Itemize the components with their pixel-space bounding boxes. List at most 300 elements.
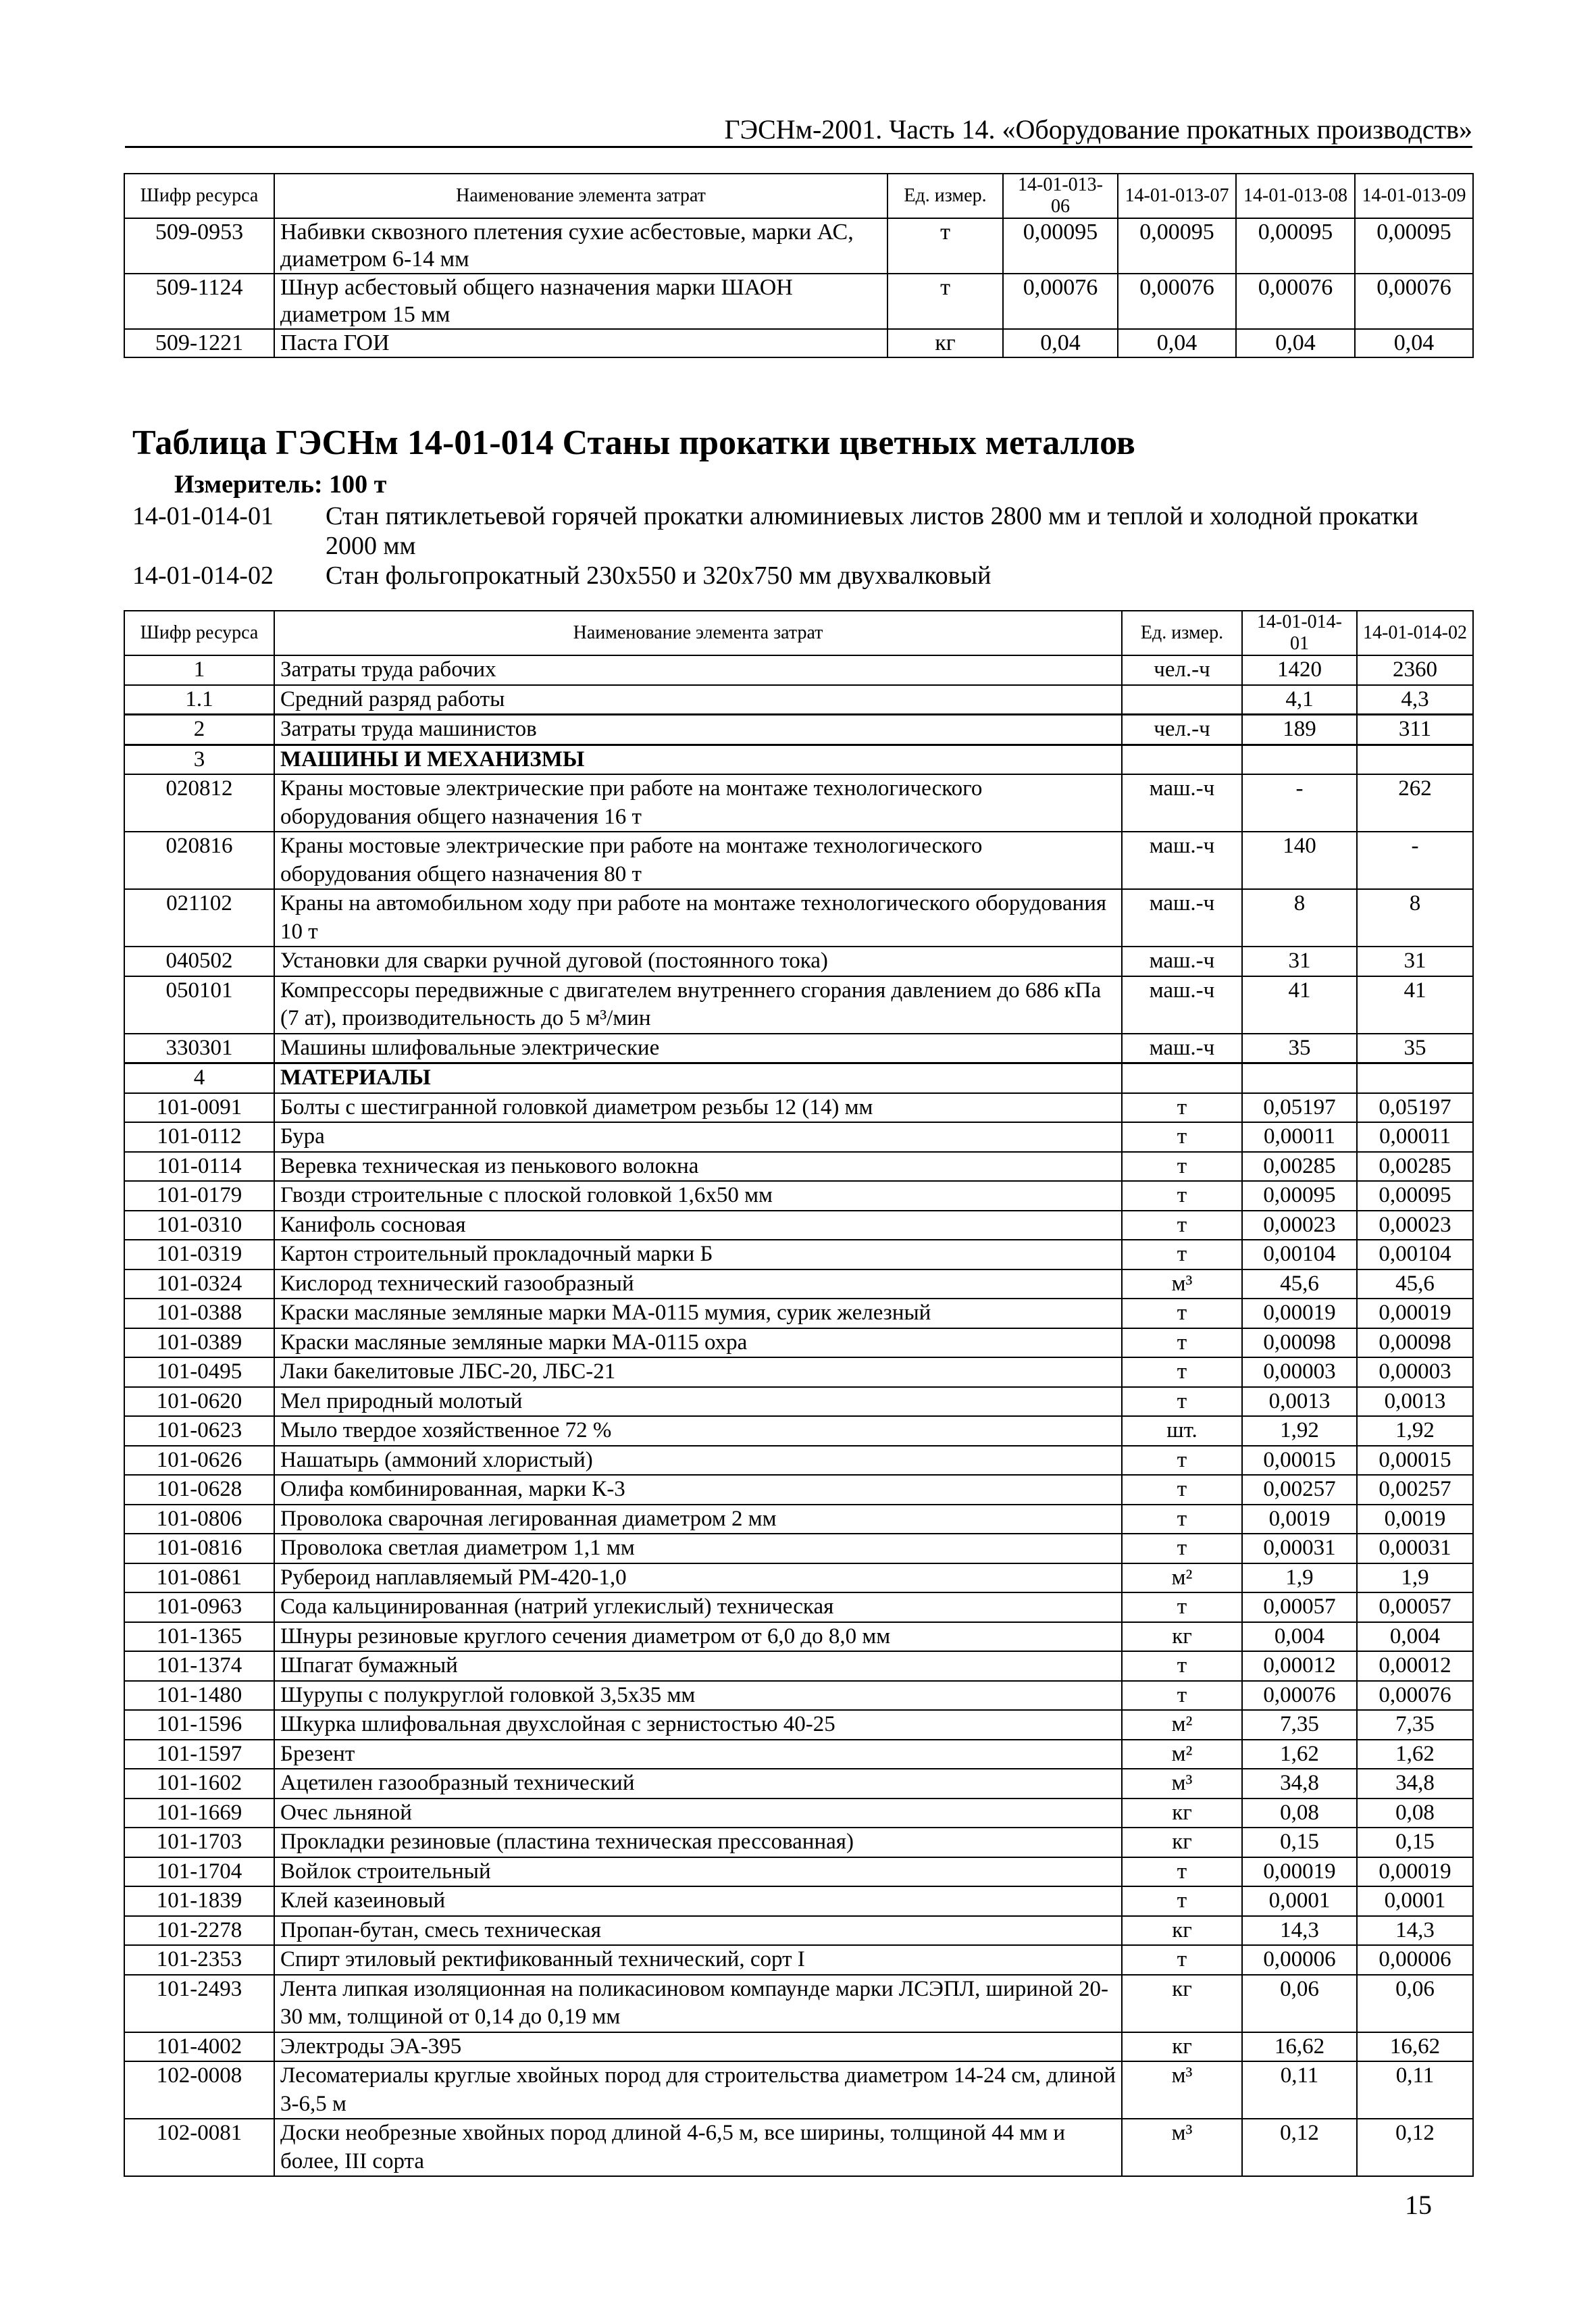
resource-code: 3	[124, 745, 274, 774]
cost-element-name: Гвозди строительные с плоской головкой 1,6х50 мм	[274, 1181, 1122, 1211]
value-cell: 0,0019	[1242, 1505, 1357, 1534]
value-cell: 0,004	[1357, 1622, 1473, 1652]
unit-cell: т	[1122, 1152, 1242, 1182]
variant-text: Стан пятиклетьевой горячей прокатки алюминиевых листов 2800 мм и теплой и холодной прокатки 2000 мм	[326, 502, 1418, 560]
table-row	[124, 1211, 1473, 1240]
value-cell: 0,00104	[1242, 1240, 1357, 1269]
table-row	[124, 1034, 1473, 1063]
value-cell: 45,6	[1242, 1269, 1357, 1299]
unit-cell: т	[1122, 1945, 1242, 1975]
cost-element-name: Войлок строительный	[274, 1857, 1122, 1887]
value-cell: 0,00076	[1236, 274, 1355, 329]
cost-element-name: Болты с шестигранной головкой диаметром резьбы 12 (14) мм	[274, 1093, 1122, 1123]
table-row	[124, 1181, 1473, 1211]
value-cell: 0,00095	[1003, 218, 1118, 274]
unit-cell: т	[1122, 1387, 1242, 1417]
resource-code: 101-2493	[124, 1975, 274, 2032]
unit-cell: маш.-ч	[1122, 1034, 1242, 1063]
unit-cell: т	[1122, 1093, 1242, 1123]
cost-element-name: Рубероид наплавляемый РМ-420-1,0	[274, 1563, 1122, 1593]
cost-element-name: Машины шлифовальные электрические	[274, 1034, 1122, 1063]
cost-element-name: Веревка техническая из пенькового волокна	[274, 1152, 1122, 1182]
unit-cell: т	[1122, 1475, 1242, 1505]
value-cell: 0,00031	[1357, 1534, 1473, 1563]
value-cell: 14,3	[1242, 1916, 1357, 1946]
unit-cell: т	[1122, 1857, 1242, 1887]
cost-element-name: Проволока сварочная легированная диаметром 2 мм	[274, 1505, 1122, 1534]
cost-element-name: Нашатырь (аммоний хлористый)	[274, 1446, 1122, 1476]
unit-cell: м²	[1122, 1563, 1242, 1593]
value-cell: 0,04	[1118, 329, 1236, 357]
value-cell: 0,00019	[1242, 1857, 1357, 1887]
cost-element-name: Прокладки резиновые (пластина техническая прессованная)	[274, 1828, 1122, 1857]
cost-element-name: Спирт этиловый ректификованный технический, сорт I	[274, 1945, 1122, 1975]
cost-element-name: Краски масляные земляные марки МА-0115 мумия, сурик железный	[274, 1299, 1122, 1328]
value-cell: 0,00019	[1357, 1857, 1473, 1887]
variant-code: 14-01-014-01	[132, 502, 274, 530]
cost-element-name: Краски масляные земляные марки МА-0115 охра	[274, 1328, 1122, 1358]
cost-element-name: Клей казеиновый	[274, 1886, 1122, 1916]
cost-element-name: Паста ГОИ	[274, 329, 887, 357]
unit-cell: т	[1122, 1122, 1242, 1152]
table-row	[124, 1740, 1473, 1769]
table-row	[124, 1299, 1473, 1328]
table-row	[124, 2061, 1473, 2119]
cost-element-name: Шнуры резиновые круглого сечения диаметром от 6,0 до 8,0 мм	[274, 1622, 1122, 1652]
header-name: Наименование элемента затрат	[274, 611, 1122, 655]
table-row	[124, 1681, 1473, 1711]
table-row	[124, 1534, 1473, 1563]
value-cell: 0,00095	[1236, 218, 1355, 274]
value-cell: 0,0013	[1357, 1387, 1473, 1417]
cost-element-name: Доски необрезные хвойных пород длиной 4-6,5 м, все ширины, толщиной 44 мм и более, III сорта	[274, 2119, 1122, 2176]
table-row	[124, 1622, 1473, 1652]
resource-code: 101-2353	[124, 1945, 274, 1975]
value-cell: 0,05197	[1357, 1093, 1473, 1123]
resource-code: 101-0861	[124, 1563, 274, 1593]
value-cell: 0,00098	[1357, 1328, 1473, 1358]
unit-cell: т	[1122, 1357, 1242, 1387]
value-cell: 0,00023	[1357, 1211, 1473, 1240]
resource-code: 101-1703	[124, 1828, 274, 1857]
header-rule	[125, 146, 1472, 148]
value-cell: 0,0013	[1242, 1387, 1357, 1417]
unit-cell: м²	[1122, 1740, 1242, 1769]
cost-element-name: Сода кальцинированная (натрий углекислый) техническая	[274, 1592, 1122, 1622]
unit-cell	[1122, 1063, 1242, 1093]
cost-element-name: Установки для сварки ручной дуговой (постоянного тока)	[274, 947, 1122, 976]
value-cell: 0,00285	[1242, 1152, 1357, 1182]
header-code: Шифр ресурса	[124, 611, 274, 655]
resource-code: 101-0626	[124, 1446, 274, 1476]
table-row	[124, 1799, 1473, 1828]
value-cell: 0,12	[1357, 2119, 1473, 2176]
unit-cell: кг	[887, 329, 1003, 357]
cost-element-name: Канифоль сосновая	[274, 1211, 1122, 1240]
table-row	[124, 1710, 1473, 1740]
value-cell: 0,00076	[1357, 1681, 1473, 1711]
value-cell: 0,05197	[1242, 1093, 1357, 1123]
value-cell: 1,62	[1242, 1740, 1357, 1769]
value-cell: 0,004	[1242, 1622, 1357, 1652]
value-cell: 140	[1242, 832, 1357, 889]
table-row	[124, 274, 1473, 329]
value-cell: 0,00012	[1242, 1651, 1357, 1681]
cost-element-name: Затраты труда машинистов	[274, 715, 1122, 745]
value-cell	[1357, 1063, 1473, 1093]
unit-cell: кг	[1122, 1828, 1242, 1857]
value-cell: 0,00076	[1003, 274, 1118, 329]
unit-cell: кг	[1122, 2032, 1242, 2062]
header-col: 14-01-013-09	[1355, 174, 1473, 218]
header-col: 14-01-013-07	[1118, 174, 1236, 218]
resource-code: 101-1602	[124, 1769, 274, 1799]
resource-code: 330301	[124, 1034, 274, 1063]
table-row	[124, 1975, 1473, 2032]
table-row	[124, 976, 1473, 1034]
cost-element-name: Краны мостовые электрические при работе на монтаже технологического оборудования общего назначения 80 т	[274, 832, 1122, 889]
resource-code: 4	[124, 1063, 274, 1093]
unit-cell: т	[1122, 1299, 1242, 1328]
table-row	[124, 1122, 1473, 1152]
variant-text: Стан фольгопрокатный 230х550 и 320х750 мм двухвалковый	[326, 561, 992, 590]
unit-cell: т	[1122, 1651, 1242, 1681]
value-cell: 0,00006	[1357, 1945, 1473, 1975]
table-row	[124, 1828, 1473, 1857]
resource-code: 101-0112	[124, 1122, 274, 1152]
value-cell: 34,8	[1357, 1769, 1473, 1799]
value-cell: 0,00057	[1357, 1592, 1473, 1622]
value-cell: 0,00011	[1357, 1122, 1473, 1152]
resource-code: 101-0495	[124, 1357, 274, 1387]
table-row	[124, 1945, 1473, 1975]
table-row	[124, 1651, 1473, 1681]
resource-code: 101-4002	[124, 2032, 274, 2062]
table-row	[124, 1916, 1473, 1946]
variant-code: 14-01-014-02	[132, 561, 274, 590]
unit-cell: т	[887, 218, 1003, 274]
unit-cell	[1122, 685, 1242, 715]
header-col: 14-01-013-08	[1236, 174, 1355, 218]
unit-cell: маш.-ч	[1122, 832, 1242, 889]
cost-element-name: Брезент	[274, 1740, 1122, 1769]
unit-cell: т	[1122, 1534, 1242, 1563]
unit-cell: т	[1122, 1592, 1242, 1622]
value-cell: 1,92	[1242, 1416, 1357, 1446]
cost-element-name: Набивки сквозного плетения сухие асбестовые, марки АС, диаметром 6-14 мм	[274, 218, 887, 274]
table-row	[124, 832, 1473, 889]
page-header: ГЭСНм-2001. Часть 14. «Оборудование прокатных производств»	[724, 114, 1472, 145]
cost-element-name: Шпагат бумажный	[274, 1651, 1122, 1681]
value-cell: 0,15	[1242, 1828, 1357, 1857]
unit-cell: шт.	[1122, 1416, 1242, 1446]
header-col: 14-01-014-02	[1357, 611, 1473, 655]
value-cell: 0,00257	[1357, 1475, 1473, 1505]
unit-cell: т	[1122, 1211, 1242, 1240]
table-row	[124, 1446, 1473, 1476]
value-cell: 0,00011	[1242, 1122, 1357, 1152]
measure-unit: Измеритель: 100 т	[174, 470, 387, 499]
value-cell: 35	[1357, 1034, 1473, 1063]
value-cell: 41	[1357, 976, 1473, 1034]
resource-code: 101-0179	[124, 1181, 274, 1211]
value-cell: 0,04	[1003, 329, 1118, 357]
unit-cell: т	[1122, 1240, 1242, 1269]
value-cell: 0,08	[1242, 1799, 1357, 1828]
header-col: 14-01-013-06	[1003, 174, 1118, 218]
variant-item	[132, 561, 1470, 590]
unit-cell: т	[1122, 1505, 1242, 1534]
table-row	[124, 655, 1473, 685]
resource-code: 101-1365	[124, 1622, 274, 1652]
value-cell: 4,3	[1357, 685, 1473, 715]
resource-code: 050101	[124, 976, 274, 1034]
value-cell: 31	[1242, 947, 1357, 976]
table-row	[124, 1152, 1473, 1182]
cost-element-name: Шурупы с полукруглой головкой 3,5х35 мм	[274, 1681, 1122, 1711]
table-title: Таблица ГЭСНм 14-01-014 Станы прокатки цветных металлов	[132, 424, 1135, 462]
value-cell: 262	[1357, 774, 1473, 832]
unit-cell: м³	[1122, 1769, 1242, 1799]
cost-element-name: Ацетилен газообразный технический	[274, 1769, 1122, 1799]
cost-element-name: МАШИНЫ И МЕХАНИЗМЫ	[274, 745, 1122, 774]
value-cell	[1242, 745, 1357, 774]
table-row	[124, 1505, 1473, 1534]
table-row	[124, 1416, 1473, 1446]
cost-element-name: Проволока светлая диаметром 1,1 мм	[274, 1534, 1122, 1563]
value-cell: 189	[1242, 715, 1357, 745]
value-cell: 0,00095	[1118, 218, 1236, 274]
table-row	[124, 1357, 1473, 1387]
value-cell: 0,00095	[1355, 218, 1473, 274]
value-cell: 0,00076	[1242, 1681, 1357, 1711]
unit-cell: кг	[1122, 1622, 1242, 1652]
resource-code: 101-0620	[124, 1387, 274, 1417]
table-row	[124, 1328, 1473, 1358]
resource-code: 101-0389	[124, 1328, 274, 1358]
header-code: Шифр ресурса	[124, 174, 274, 218]
value-cell: 16,62	[1357, 2032, 1473, 2062]
value-cell: 34,8	[1242, 1769, 1357, 1799]
resource-code: 101-0324	[124, 1269, 274, 1299]
resource-code: 102-0008	[124, 2061, 274, 2119]
header-unit: Ед. измер.	[1122, 611, 1242, 655]
value-cell: 7,35	[1357, 1710, 1473, 1740]
cost-element-name: Пропан-бутан, смесь техническая	[274, 1916, 1122, 1946]
unit-cell: маш.-ч	[1122, 947, 1242, 976]
cost-element-name: Мыло твердое хозяйственное 72 %	[274, 1416, 1122, 1446]
resource-code: 101-1704	[124, 1857, 274, 1887]
value-cell: 4,1	[1242, 685, 1357, 715]
resource-code: 101-0628	[124, 1475, 274, 1505]
resource-code: 101-0623	[124, 1416, 274, 1446]
resource-code: 101-0310	[124, 1211, 274, 1240]
resource-code: 101-0963	[124, 1592, 274, 1622]
table-row	[124, 1769, 1473, 1799]
header-unit: Ед. измер.	[887, 174, 1003, 218]
value-cell: 0,11	[1357, 2061, 1473, 2119]
value-cell: 0,08	[1357, 1799, 1473, 1828]
resource-code: 509-1124	[124, 274, 274, 329]
table-row	[124, 1592, 1473, 1622]
table-row	[124, 1240, 1473, 1269]
value-cell: 0,00006	[1242, 1945, 1357, 1975]
cost-element-name: Лесоматериалы круглые хвойных пород для строительства диаметром 14-24 см, длиной 3-6,5 м	[274, 2061, 1122, 2119]
resource-code: 509-0953	[124, 218, 274, 274]
table-row	[124, 218, 1473, 274]
unit-cell: м³	[1122, 1269, 1242, 1299]
value-cell: 31	[1357, 947, 1473, 976]
cost-element-name: Шнур асбестовый общего назначения марки ШАОН диаметром 15 мм	[274, 274, 887, 329]
unit-cell: кг	[1122, 1975, 1242, 2032]
table-14-01-013	[124, 173, 1474, 358]
cost-element-name: Олифа комбинированная, марки К-3	[274, 1475, 1122, 1505]
resource-code: 2	[124, 715, 274, 745]
value-cell: 311	[1357, 715, 1473, 745]
table-row	[124, 1563, 1473, 1593]
value-cell: 7,35	[1242, 1710, 1357, 1740]
resource-code: 101-0319	[124, 1240, 274, 1269]
cost-element-name: Средний разряд работы	[274, 685, 1122, 715]
value-cell: 0,00104	[1357, 1240, 1473, 1269]
value-cell	[1242, 1063, 1357, 1093]
table-row	[124, 1387, 1473, 1417]
value-cell: 0,12	[1242, 2119, 1357, 2176]
value-cell: 0,11	[1242, 2061, 1357, 2119]
value-cell: 41	[1242, 976, 1357, 1034]
value-cell: 0,00015	[1357, 1446, 1473, 1476]
table-row	[124, 685, 1473, 715]
resource-code: 101-0388	[124, 1299, 274, 1328]
resource-code: 101-1597	[124, 1740, 274, 1769]
unit-cell: кг	[1122, 1799, 1242, 1828]
value-cell: 0,06	[1242, 1975, 1357, 2032]
table-row	[124, 1063, 1473, 1093]
unit-cell: т	[1122, 1886, 1242, 1916]
value-cell: -	[1357, 832, 1473, 889]
unit-cell: маш.-ч	[1122, 976, 1242, 1034]
resource-code: 101-1374	[124, 1651, 274, 1681]
value-cell: 0,00098	[1242, 1328, 1357, 1358]
value-cell: 0,00003	[1357, 1357, 1473, 1387]
cost-element-name: Лента липкая изоляционная на поликасиновом компаунде марки ЛСЭПЛ, шириной 20-30 мм, толщиной от 0,14 до 0,19 мм	[274, 1975, 1122, 2032]
value-cell: 0,00031	[1242, 1534, 1357, 1563]
value-cell: -	[1242, 774, 1357, 832]
resource-code: 101-0091	[124, 1093, 274, 1123]
value-cell: 0,04	[1236, 329, 1355, 357]
unit-cell: т	[1122, 1681, 1242, 1711]
cost-element-name: Компрессоры передвижные с двигателем внутреннего сгорания давлением до 686 кПа (7 ат), производительность до 5 м³/мин	[274, 976, 1122, 1034]
resource-code: 101-1480	[124, 1681, 274, 1711]
cost-element-name: Краны мостовые электрические при работе на монтаже технологического оборудования общего назначения 16 т	[274, 774, 1122, 832]
unit-cell: чел.-ч	[1122, 655, 1242, 685]
value-cell: 0,00023	[1242, 1211, 1357, 1240]
resource-code: 020812	[124, 774, 274, 832]
value-cell: 14,3	[1357, 1916, 1473, 1946]
header-col: 14-01-014-01	[1242, 611, 1357, 655]
table-row	[124, 2119, 1473, 2176]
value-cell: 35	[1242, 1034, 1357, 1063]
resource-code: 101-1669	[124, 1799, 274, 1828]
value-cell: 0,00057	[1242, 1592, 1357, 1622]
variant-item	[132, 501, 1470, 561]
table-row	[124, 329, 1473, 357]
table-row	[124, 774, 1473, 832]
value-cell: 1,9	[1357, 1563, 1473, 1593]
value-cell: 0,00012	[1357, 1651, 1473, 1681]
value-cell: 0,00095	[1242, 1181, 1357, 1211]
resource-code: 101-2278	[124, 1916, 274, 1946]
cost-element-name: Мел природный молотый	[274, 1387, 1122, 1417]
table-row	[124, 1093, 1473, 1123]
cost-element-name: Бура	[274, 1122, 1122, 1152]
resource-code: 509-1221	[124, 329, 274, 357]
page-number: 15	[1405, 2190, 1432, 2220]
table-row	[124, 1886, 1473, 1916]
resource-code: 021102	[124, 889, 274, 947]
table-row	[124, 715, 1473, 745]
value-cell: 0,0019	[1357, 1505, 1473, 1534]
unit-cell	[1122, 745, 1242, 774]
table-row	[124, 889, 1473, 947]
value-cell: 0,0001	[1242, 1886, 1357, 1916]
value-cell: 1420	[1242, 655, 1357, 685]
value-cell: 1,62	[1357, 1740, 1473, 1769]
table-row	[124, 1475, 1473, 1505]
unit-cell: маш.-ч	[1122, 889, 1242, 947]
unit-cell: м³	[1122, 2061, 1242, 2119]
unit-cell: т	[1122, 1181, 1242, 1211]
value-cell: 0,00076	[1355, 274, 1473, 329]
value-cell: 0,15	[1357, 1828, 1473, 1857]
unit-cell: чел.-ч	[1122, 715, 1242, 745]
cost-element-name: Очес льняной	[274, 1799, 1122, 1828]
value-cell: 8	[1242, 889, 1357, 947]
table-row	[124, 1269, 1473, 1299]
value-cell: 1,92	[1357, 1416, 1473, 1446]
resource-code: 101-0816	[124, 1534, 274, 1563]
resource-code: 101-1596	[124, 1710, 274, 1740]
value-cell: 0,00257	[1242, 1475, 1357, 1505]
table-14-01-014	[124, 610, 1474, 2177]
value-cell: 0,00019	[1242, 1299, 1357, 1328]
resource-code: 102-0081	[124, 2119, 274, 2176]
cost-element-name: МАТЕРИАЛЫ	[274, 1063, 1122, 1093]
unit-cell: м²	[1122, 1710, 1242, 1740]
variant-list	[132, 501, 1470, 590]
value-cell: 1,9	[1242, 1563, 1357, 1593]
cost-element-name: Кислород технический газообразный	[274, 1269, 1122, 1299]
resource-code: 101-1839	[124, 1886, 274, 1916]
unit-cell: м³	[1122, 2119, 1242, 2176]
value-cell: 0,04	[1355, 329, 1473, 357]
resource-code: 101-0114	[124, 1152, 274, 1182]
value-cell: 0,0001	[1357, 1886, 1473, 1916]
unit-cell: кг	[1122, 1916, 1242, 1946]
value-cell: 0,00095	[1357, 1181, 1473, 1211]
resource-code: 040502	[124, 947, 274, 976]
cost-element-name: Шкурка шлифовальная двухслойная с зернистостью 40-25	[274, 1710, 1122, 1740]
cost-element-name: Затраты труда рабочих	[274, 655, 1122, 685]
cost-element-name: Картон строительный прокладочный марки Б	[274, 1240, 1122, 1269]
value-cell: 16,62	[1242, 2032, 1357, 2062]
value-cell: 0,00285	[1357, 1152, 1473, 1182]
table-row	[124, 1857, 1473, 1887]
cost-element-name: Краны на автомобильном ходу при работе на монтаже технологического оборудования 10 т	[274, 889, 1122, 947]
value-cell: 0,00019	[1357, 1299, 1473, 1328]
resource-code: 1	[124, 655, 274, 685]
unit-cell: маш.-ч	[1122, 774, 1242, 832]
